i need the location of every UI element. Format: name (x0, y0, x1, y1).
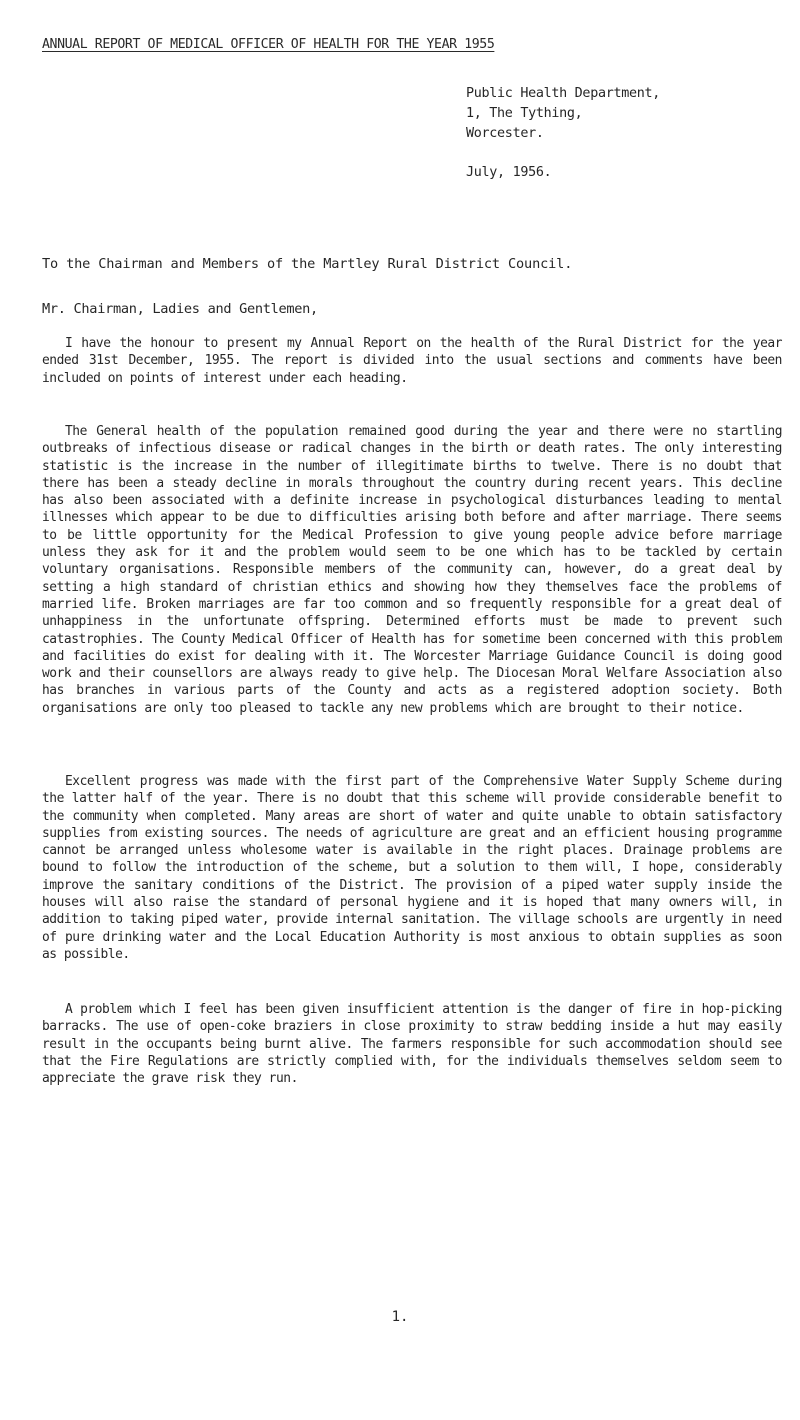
paragraph-water-supply: Excellent progress was made with the first part of the Comprehensive Water Supply Scheme during the latter half of the year. There is no doubt that this scheme will provide considerable benefit to the community when completed. Many areas are short of water and quite unable to obtain satisfactory supplies from existing sources. The needs of agriculture are great and an efficient housing programme cannot be arranged unless wholesome water is available in the right places. Drainage problems are bound to follow the introduction of the scheme, but a solution to them will, I hope, considerably improve the sanitary conditions of the District. The provision of a piped water supply inside the houses will also raise the standard of personal hygiene and it is hoped that many owners will, in addition to taking piped water, provide internal sanitation. The village schools are urgently in need of pure drinking water and the Local Education Authority is most anxious to obtain supplies as soon as possible. (42, 774, 782, 962)
address-line-department: Public Health Department, (466, 86, 661, 101)
running-header: ANNUAL REPORT OF MEDICAL OFFICER OF HEALTH FOR THE YEAR 1955 (42, 37, 495, 52)
paragraph-fire-danger: A problem which I feel has been given insufficient attention is the danger of fire in hop-picking barracks. The use of open-coke braziers in close proximity to straw bedding inside a hut may easily result in the occupants being burnt alive. The farmers responsible for such accommodation should see that the Fire Regulations are strictly complied with, for the individuals themselves seldom seem to appreciate the grave risk they run. (42, 1002, 782, 1087)
address-line-street: 1, The Tything, (466, 106, 583, 121)
address-line-city: Worcester. (466, 126, 544, 141)
page-number: 1. (391, 1309, 409, 1325)
salutation: Mr. Chairman, Ladies and Gentlemen, (42, 301, 318, 317)
sender-address (466, 84, 660, 183)
letter-date: July, 1956. (466, 165, 552, 180)
paragraph-introduction: I have the honour to present my Annual Report on the health of the Rural District for the year ended 31st December, 1955. The report is divided into the usual sections and comments have been included on points of interest under each heading. (42, 336, 782, 386)
addressee: To the Chairman and Members of the Martley Rural District Council. (42, 256, 573, 272)
paragraph-general-health: The General health of the population remained good during the year and there were no startling outbreaks of infectious disease or radical changes in the birth or death rates. The only interesting statistic is the increase in the number of illegitimate births to twelve. There is no doubt that there has been a steady decline in morals throughout the country during recent years. This decline has also been associated with a definite increase in psychological disturbances leading to mental illnesses which appear to be due to difficulties arising both before and after marriage. There seems to be little opportunity for the Medical Profession to give young people advice before marriage unless they ask for it and the problem would seem to be one which has to be tackled by certain voluntary organisations. Responsible members of the community can, however, do a great deal by setting a high standard of christian ethics and showing how they themselves face the problems of married life. Broken marriages are far too common and so frequently responsible for a great deal of unhappiness in the unfortunate offspring. Determined efforts must be made to prevent such catastrophies. The County Medical Officer of Health has for sometime been concerned with this problem and facilities do exist for dealing with it. The Worcester Marriage Guidance Council is doing good work and their counsellors are always ready to give help. The Diocesan Moral Welfare Association also has branches in various parts of the County and acts as a registered adoption society. Both organisations are only too pleased to tackle any new problems which are brought to their notice. (42, 424, 782, 716)
